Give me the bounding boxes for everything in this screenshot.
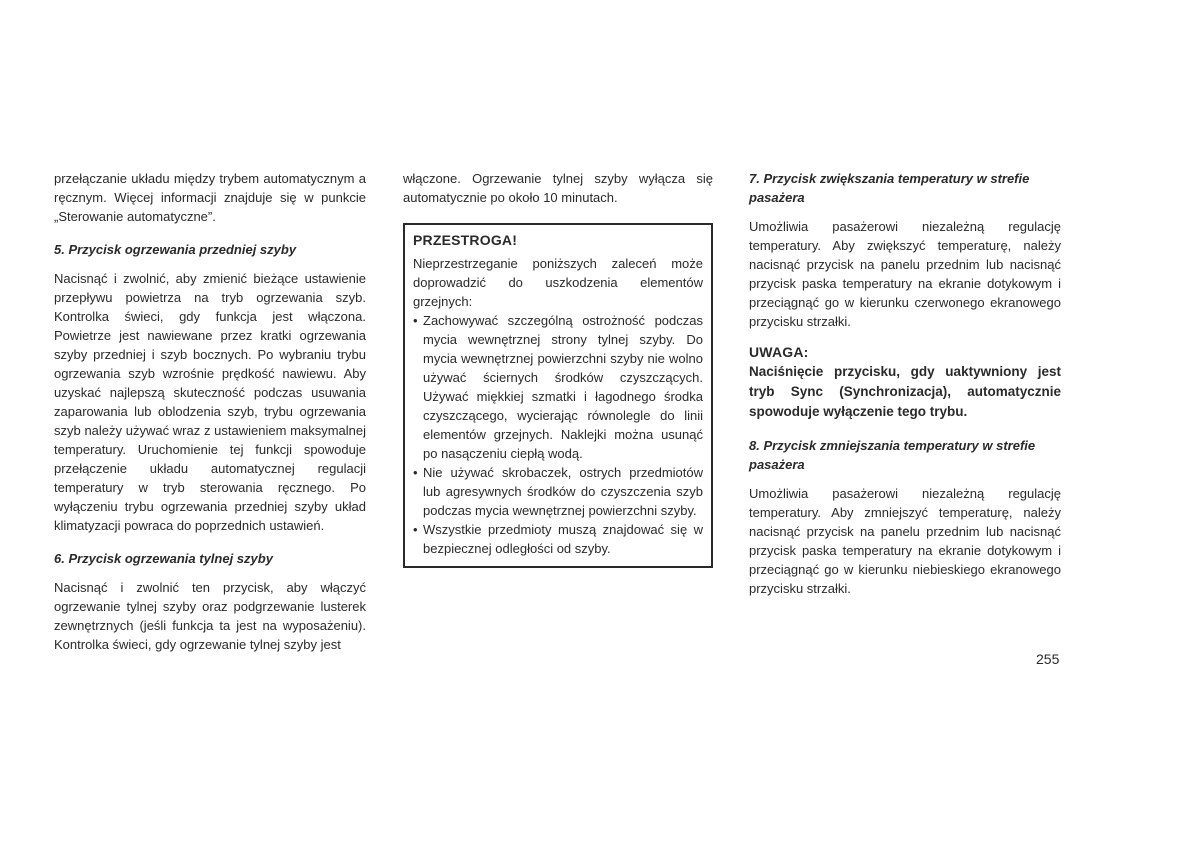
- section-7-body: Umożliwia pasażerowi niezależną regulację temperatury. Aby zwiększyć temperaturę, należy nacisnąć przycisk na panelu przednim lub nacisnąć przycisk paska temperatury na ekranie dotykowym i przeciągnąć go w kierunku czerwonego ekranowego przycisku strzałki.: [749, 219, 1061, 329]
- section-6-heading: 6. Przycisk ogrzewania tylnej szyby: [54, 551, 273, 566]
- section-5-body: Nacisnąć i zwolnić, aby zmienić bieżące ustawienie przepływu powietrza na tryb ogrzewania szyb. Kontrolka świeci, gdy funkcja jest włączona. Powietrze jest nawiewane przez kratki ogrzewania szyby przedniej i szyb bocznych. Po wybraniu trybu ogrzewania szyb wzrośnie prędkość nawiewu. Aby uzyskać najlepszą skuteczność podczas usuwania zaparowania lub oblodzenia szyb, trybu ogrzewania szyb należy używać wraz z ustawieniem maksymalnej temperatury. Uruchomienie tej funkcji spowoduje przełączenie układu automatycznej regulacji temperatury w tryb sterowania ręcznego. Po wyłączeniu trybu ogrzewania przedniej szyby układ klimatyzacji powraca do poprzednich ustawień.: [54, 271, 366, 533]
- warning-bullet: • Wszystkie przedmioty muszą znajdować się w bezpiecznej odległości od szyby.: [413, 520, 703, 558]
- section-5-heading: 5. Przycisk ogrzewania przedniej szyby: [54, 242, 297, 257]
- warning-bullet: • Zachowywać szczególną ostrożność podczas mycia wewnętrznej strony tylnej szyby. Do mycia wewnętrznej powierzchni szyby nie wolno używać ściernych środków czyszczących. Używać miękkiej szmatki i łagodnego środka czyszczącego, wycierając równolegle do linii elementów grzejnych. Naklejki można usunąć po nasączeniu ciepłą wodą.: [413, 311, 703, 463]
- warning-list: [413, 311, 703, 558]
- intro-paragraph: przełączanie układu między trybem automatycznym a ręcznym. Więcej informacji znajduje się w punkcie „Sterowanie automatyczne”.: [54, 171, 366, 224]
- warning-bullet: • Nie używać skrobaczek, ostrych przedmiotów lub agresywnych środków do czyszczenia szyb podczas mycia wewnętrznej powierzchni szyby.: [413, 463, 703, 520]
- column-right: [749, 169, 1061, 598]
- section-8-heading: 8. Przycisk zmniejszania temperatury w strefie pasażera: [749, 438, 1036, 472]
- section-7-heading: 7. Przycisk zwiększania temperatury w strefie pasażera: [749, 171, 1030, 205]
- column-left: [54, 169, 366, 654]
- note-title: UWAGA:: [749, 344, 809, 360]
- page-number: 255: [1036, 651, 1060, 667]
- warning-box: [403, 223, 713, 568]
- note-body: Naciśnięcie przycisku, gdy uaktywniony jest tryb Sync (Synchronizacja), automatycznie spowoduje wyłączenie tego trybu.: [749, 364, 1061, 419]
- section-6-body: Nacisnąć i zwolnić ten przycisk, aby włączyć ogrzewanie tylnej szyby oraz podgrzewanie lusterek zewnętrznych (jeśli funkcja ta jest na wyposażeniu). Kontrolka świeci, gdy ogrzewanie tylnej szyby jest: [54, 580, 366, 652]
- warning-intro: Nieprzestrzeganie poniższych zaleceń może doprowadzić do uszkodzenia elementów grzejnych:: [413, 256, 703, 309]
- column-middle: [403, 169, 713, 568]
- continued-paragraph: włączone. Ogrzewanie tylnej szyby wyłącza się automatycznie po około 10 minutach.: [403, 171, 713, 205]
- section-8-body: Umożliwia pasażerowi niezależną regulację temperatury. Aby zmniejszyć temperaturę, należy nacisnąć przycisk na panelu przednim lub nacisnąć przycisk paska temperatury na ekranie dotykowym i przeciągnąć go w kierunku niebieskiego ekranowego przycisku strzałki.: [749, 486, 1061, 596]
- warning-title: PRZESTROGA!: [413, 232, 518, 248]
